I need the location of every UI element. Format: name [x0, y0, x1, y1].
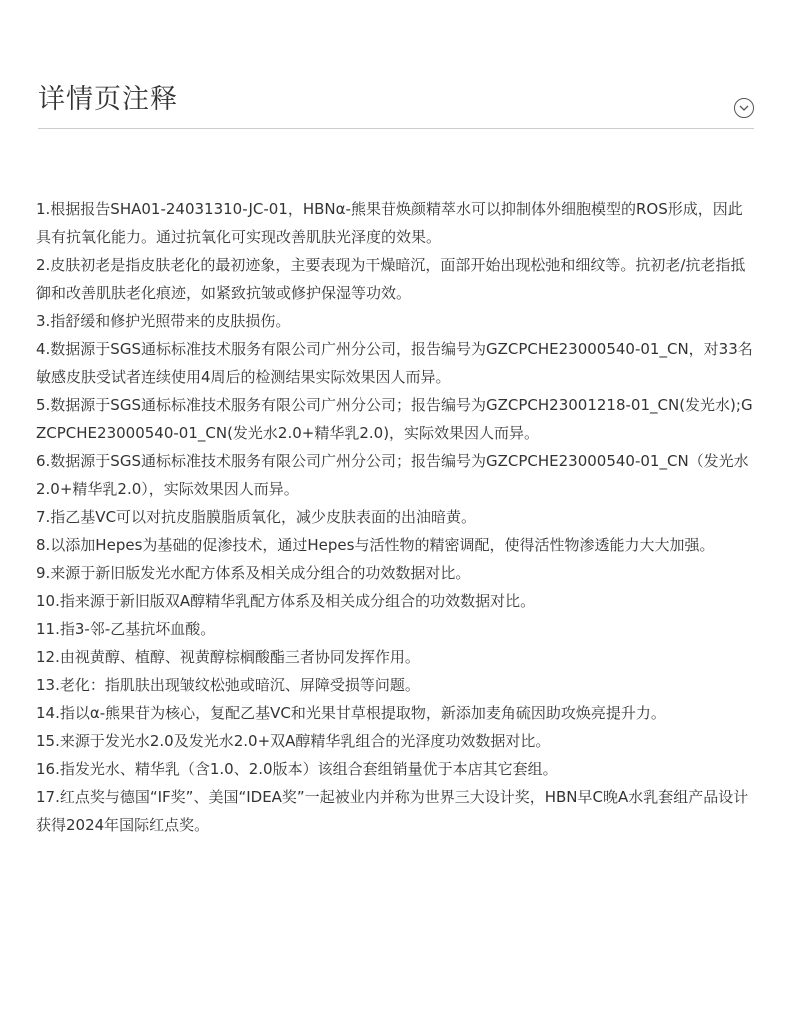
note-item: 13.老化：指肌肤出现皱纹松弛或暗沉、屏障受损等问题。 — [36, 676, 420, 694]
note-item: 10.指来源于新旧版双A醇精华乳配方体系及相关成分组合的功效数据对比。 — [36, 592, 536, 610]
note-item: 3.指舒缓和修护光照带来的皮肤损伤。 — [36, 312, 291, 330]
note-item: 7.指乙基VC可以对抗皮脂膜脂质氧化，减少皮肤表面的出油暗黄。 — [36, 508, 477, 526]
collapse-toggle-button[interactable] — [734, 98, 754, 118]
note-item: 12.由视黄醇、植醇、视黄醇棕榈酸酯三者协同发挥作用。 — [36, 648, 420, 666]
note-item: 14.指以α-熊果苷为核心，复配乙基VC和光果甘草根提取物，新添加麦角硫因助攻焕亮提升力。 — [36, 704, 666, 722]
note-item: 6.数据源于SGS通标标准技术服务有限公司广州分公司；报告编号为GZCPCHE23000540-01_CN（发光水2.0+精华乳2.0），实际效果因人而异。 — [36, 452, 749, 498]
note-item: 8.以添加Hepes为基础的促渗技术，通过Hepes与活性物的精密调配，使得活性物渗透能力大大加强。 — [36, 536, 715, 554]
page-title: 详情页注释 — [38, 84, 178, 115]
note-item: 5.数据源于SGS通标标准技术服务有限公司广州分公司；报告编号为GZCPCH23001218-01_CN(发光水);GZCPCHE23000540-01_CN(发光水2.0+精华乳2.0)，实际效果因人而异。 — [36, 396, 753, 442]
note-item: 16.指发光水、精华乳（含1.0、2.0版本）该组合套组销量优于本店其它套组。 — [36, 760, 558, 778]
note-item: 11.指3-邻-乙基抗坏血酸。 — [36, 620, 216, 638]
note-item: 1.根据报告SHA01-24031310-JC-01，HBNα-熊果苷焕颜精萃水可以抑制体外细胞模型的ROS形成，因此具有抗氧化能力。通过抗氧化可实现改善肌肤光泽度的效果。 — [36, 200, 743, 246]
note-item: 15.来源于发光水2.0及发光水2.0+双A醇精华乳组合的光泽度功效数据对比。 — [36, 732, 551, 750]
notes-list — [36, 195, 754, 839]
chevron-down-icon — [739, 104, 749, 112]
note-item: 4.数据源于SGS通标标准技术服务有限公司广州分公司，报告编号为GZCPCHE23000540-01_CN，对33名敏感皮肤受试者连续使用4周后的检测结果实际效果因人而异。 — [36, 340, 753, 386]
note-item: 17.红点奖与德国“IF奖”、美国“IDEA奖”一起被业内并称为世界三大设计奖，HBN早C晚A水乳套组产品设计获得2024年国际红点奖。 — [36, 788, 749, 834]
notes-header — [38, 82, 754, 129]
note-item: 2.皮肤初老是指皮肤老化的最初迹象，主要表现为干燥暗沉，面部开始出现松弛和细纹等。抗初老/抗老指抵御和改善肌肤老化痕迹，如紧致抗皱或修护保湿等功效。 — [36, 256, 746, 302]
note-item: 9.来源于新旧版发光水配方体系及相关成分组合的功效数据对比。 — [36, 564, 471, 582]
